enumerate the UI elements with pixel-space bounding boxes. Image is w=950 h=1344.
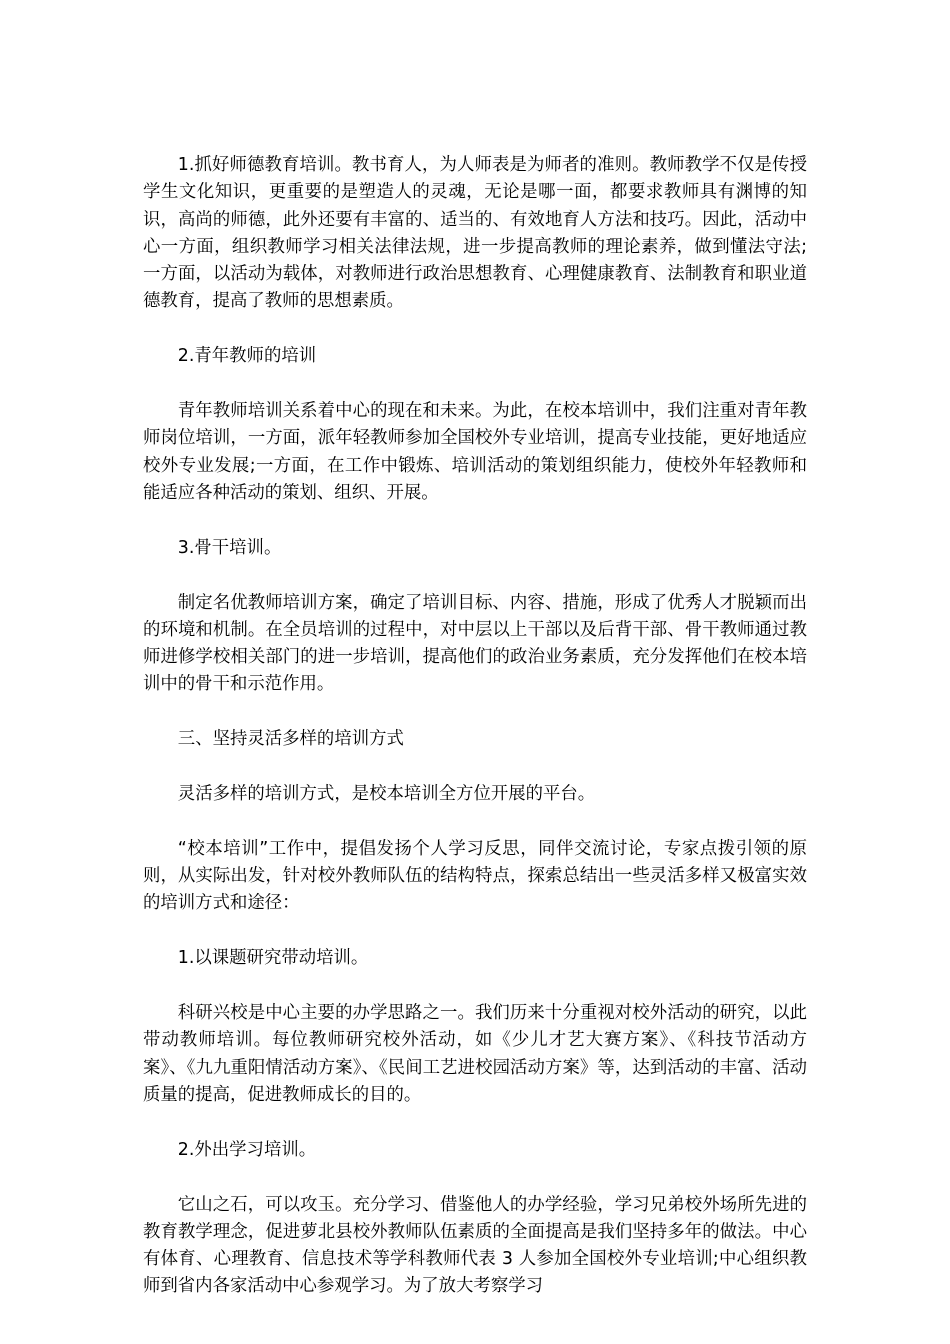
paragraph-teacher-ethics: 1.抓好师德教育培训。教书育人，为人师表是为师者的准则。教师教学不仅是传授学生文化知识，更重要的是塑造人的灵魂，无论是哪一面，都要求教师具有渊博的知识，高尚的师德，此外还要有丰富的、适当的、有效地育人方法和技巧。因此，活动中心一方面，组织教师学习相关法律法规，进一步提高教师的理论素养，做到懂法守法;一方面，以活动为载体，对教师进行政治思想教育、心理健康教育、法制教育和职业道德教育，提高了教师的思想素质。 xyxy=(143,155,807,312)
paragraph-training-platform: 灵活多样的培训方式，是校本培训全方位开展的平台。 xyxy=(177,784,596,805)
document-body xyxy=(143,152,807,1301)
heading-flexible-training-methods: 三、坚持灵活多样的培训方式 xyxy=(177,729,404,750)
heading-external-study-training: 2.外出学习培训。 xyxy=(177,1139,317,1160)
paragraph-research-driven-training: 科研兴校是中心主要的办学思路之一。我们历来十分重视对校外活动的研究，以此带动教师培训。每位教师研究校外活动，如《少儿才艺大赛方案》、《科技节活动方案》、《九九重阳情活动方案》、《民间工艺进校园活动方案》等，达到活动的丰富、活动质量的提高，促进教师成长的目的。 xyxy=(143,1003,807,1105)
heading-young-teacher-training: 2.青年教师的培训 xyxy=(177,346,317,367)
paragraph-backbone-training: 制定名优教师培训方案，确定了培训目标、内容、措施，形成了优秀人才脱颖而出的环境和机制。在全员培训的过程中，对中层以上干部以及后背干部、骨干教师通过教师进修学校相关部门的进一步培训，提高他们的政治业务素质，充分发挥他们在校本培训中的骨干和示范作用。 xyxy=(143,592,807,695)
heading-research-driven-training: 1.以课题研究带动培训。 xyxy=(177,948,369,969)
heading-backbone-training: 3.骨干培训。 xyxy=(177,537,282,558)
paragraph-school-based-training: “校本培训”工作中，提倡发扬个人学习反思，同伴交流讨论，专家点拨引领的原则，从实际出发，针对校外教师队伍的结构特点，探索总结出一些灵活多样又极富实效的培训方式和途径： xyxy=(143,838,807,914)
paragraph-young-teacher-training: 青年教师培训关系着中心的现在和未来。为此，在校本培训中，我们注重对青年教师岗位培训，一方面，派年轻教师参加全国校外专业培训，提高专业技能，更好地适应校外专业发展;一方面，在工作中锻炼、培训活动的策划组织能力，使校外年轻教师和能适应各种活动的策划、组织、开展。 xyxy=(143,401,807,503)
paragraph-external-study-training: 它山之石，可以攻玉。充分学习、借鉴他人的办学经验，学习兄弟校外场所先进的教育教学理念，促进萝北县校外教师队伍素质的全面提高是我们坚持多年的做法。中心有体育、心理教育、信息技术等学科教师代表 3 人参加全国校外专业培训;中心组织教师到省内各家活动中心参观学习。为了放大考察学习 xyxy=(143,1194,807,1297)
